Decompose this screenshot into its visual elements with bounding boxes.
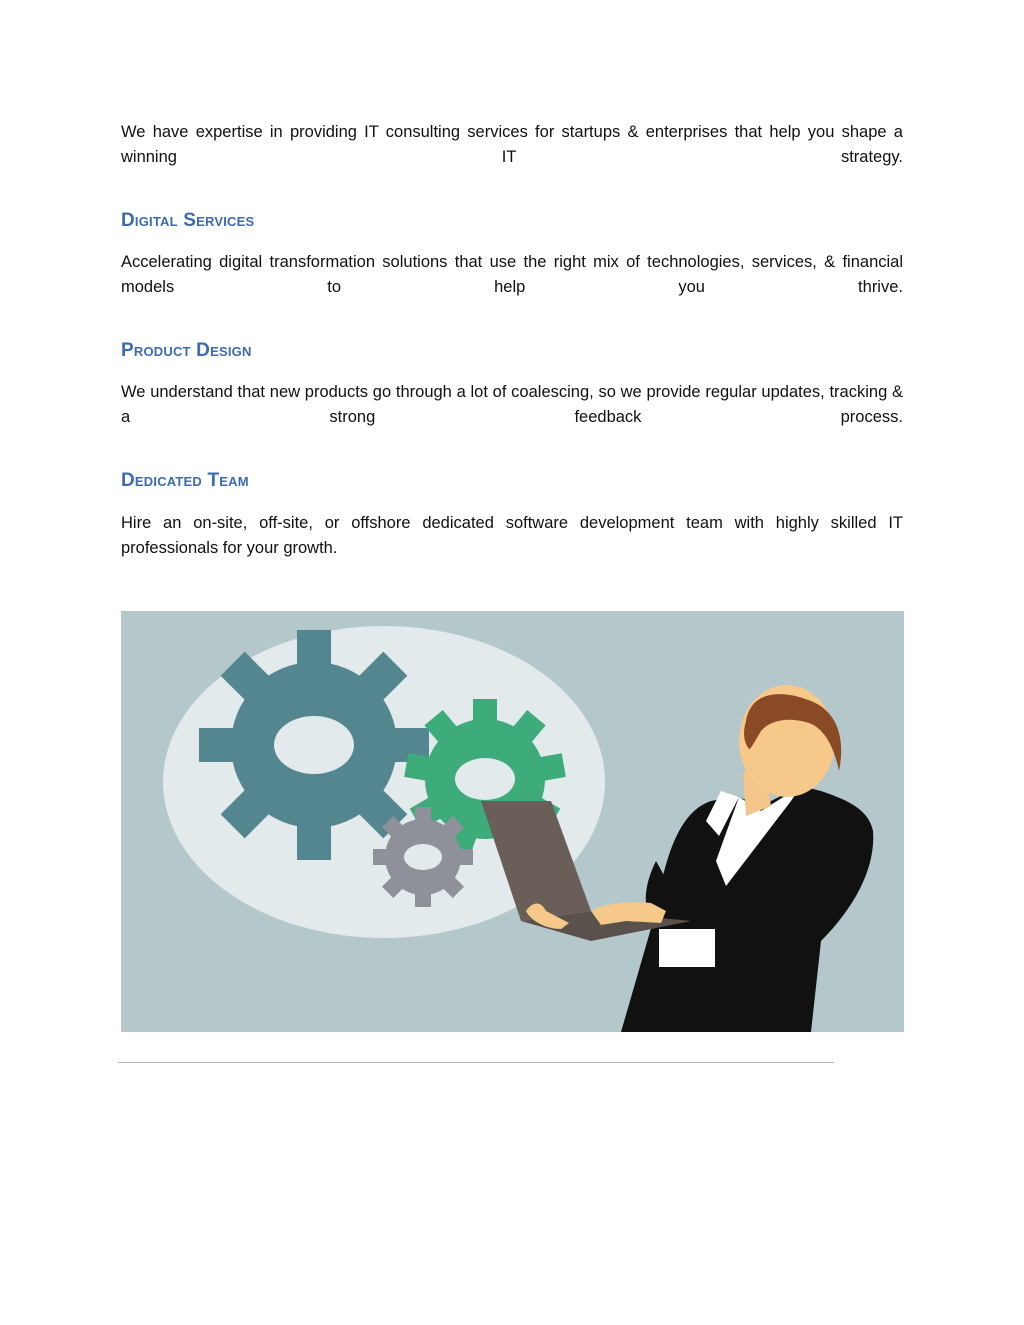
heading-dedicated-team: Dedicated Team <box>121 470 249 491</box>
heading-digital-services: Digital Services <box>121 210 255 231</box>
intro-paragraph: We have expertise in providing IT consulting services for startups & enterprises that help you shape a winning IT strategy. <box>121 123 903 166</box>
dedicated-team-paragraph: Hire an on-site, off-site, or offshore dedicated software development team with highly skilled IT professionals for your growth. <box>121 514 903 557</box>
product-design-paragraph: We understand that new products go through a lot of coalescing, so we provide regular updates, tracking & a strong feedback process. <box>121 383 903 426</box>
horizontal-rule <box>118 1062 834 1063</box>
digital-services-paragraph: Accelerating digital transformation solutions that use the right mix of technologies, services, & financial models to help you thrive. <box>121 253 903 296</box>
heading-product-design: Product Design <box>121 340 252 361</box>
consultant-illustration <box>121 611 904 1032</box>
small-gear-icon <box>373 807 473 907</box>
